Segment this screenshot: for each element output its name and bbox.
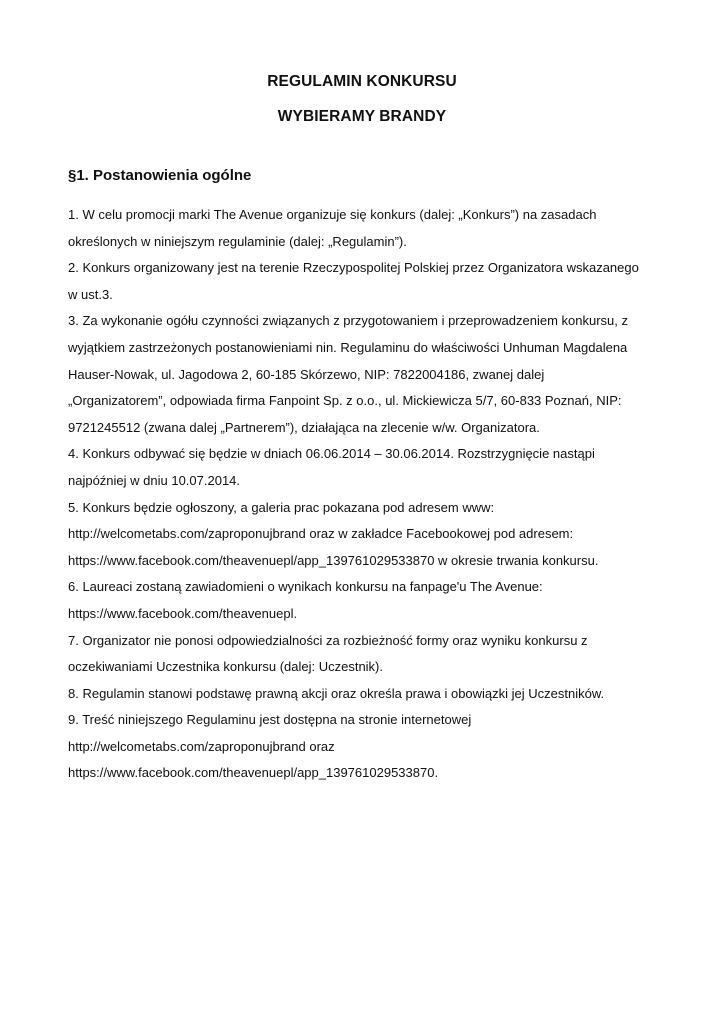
- text-line: określonych w niniejszym regulaminie (dalej: „Regulamin”).: [68, 233, 407, 249]
- text-line: 1. W celu promocji marki The Avenue organizuje się konkurs (dalej: „Konkurs”) na zasadach: [68, 207, 597, 222]
- section-heading: §1. Postanowienia ogólne: [68, 167, 252, 184]
- text-line: 9721245512 (zwana dalej „Partnerem”), działająca na zlecenie w/w. Organizatora.: [68, 419, 540, 435]
- text-line: https://www.facebook.com/theavenuepl/app_139761029533870.: [68, 765, 439, 781]
- document-subtitle: WYBIERAMY BRANDY: [277, 108, 447, 125]
- text-line: w ust.3.: [68, 286, 113, 302]
- text-line: Hauser-Nowak, ul. Jagodowa 2, 60-185 Skórzewo, NIP: 7822004186, zwanej dalej: [68, 366, 545, 382]
- text-line: 6. Laureaci zostaną zawiadomieni o wynikach konkursu na fanpage'u The Avenue:: [68, 579, 543, 595]
- section-body: [68, 205, 668, 790]
- text-line: 9. Treść niniejszego Regulaminu jest dostępna na stronie internetowej: [68, 712, 472, 728]
- text-line: 5. Konkurs będzie ogłoszony, a galeria prac pokazana pod adresem www:: [68, 499, 495, 515]
- text-line: http://welcometabs.com/zaproponujbrand oraz: [68, 738, 335, 754]
- text-line: oczekiwaniami Uczestnika konkursu (dalej: Uczestnik).: [68, 659, 384, 675]
- text-line: „Organizatorem”, odpowiada firma Fanpoint Sp. z o.o., ul. Mickiewicza 5/7, 60-833 Poznań, NIP:: [68, 393, 622, 409]
- text-line: 3. Za wykonanie ogółu czynności związanych z przygotowaniem i przeprowadzeniem konkursu, z: [68, 313, 628, 329]
- text-line: 8. Regulamin stanowi podstawę prawną akcji oraz określa prawa i obowiązki jej Uczestników.: [68, 685, 605, 701]
- text-line: wyjątkiem zastrzeżonych postanowieniami nin. Regulaminu do właściwości Unhuman Magdalena: [68, 339, 628, 355]
- text-line: https://www.facebook.com/theavenuepl/app_139761029533870 w okresie trwania konkursu.: [68, 552, 599, 568]
- text-line: najpóźniej w dniu 10.07.2014.: [68, 472, 241, 488]
- text-line: 7. Organizator nie ponosi odpowiedzialności za rozbieżność formy oraz wyniku konkursu z: [68, 632, 588, 648]
- text-line: 2. Konkurs organizowany jest na terenie Rzeczypospolitej Polskiej przez Organizatora wskazanego: [68, 260, 639, 276]
- document-title: REGULAMIN KONKURSU: [267, 73, 457, 90]
- text-line: http://welcometabs.com/zaproponujbrand oraz w zakładce Facebookowej pod adresem:: [68, 526, 574, 542]
- text-line: https://www.facebook.com/theavenuepl.: [68, 605, 298, 621]
- text-line: 4. Konkurs odbywać się będzie w dniach 06.06.2014 – 30.06.2014. Rozstrzygnięcie nastąpi: [68, 446, 595, 462]
